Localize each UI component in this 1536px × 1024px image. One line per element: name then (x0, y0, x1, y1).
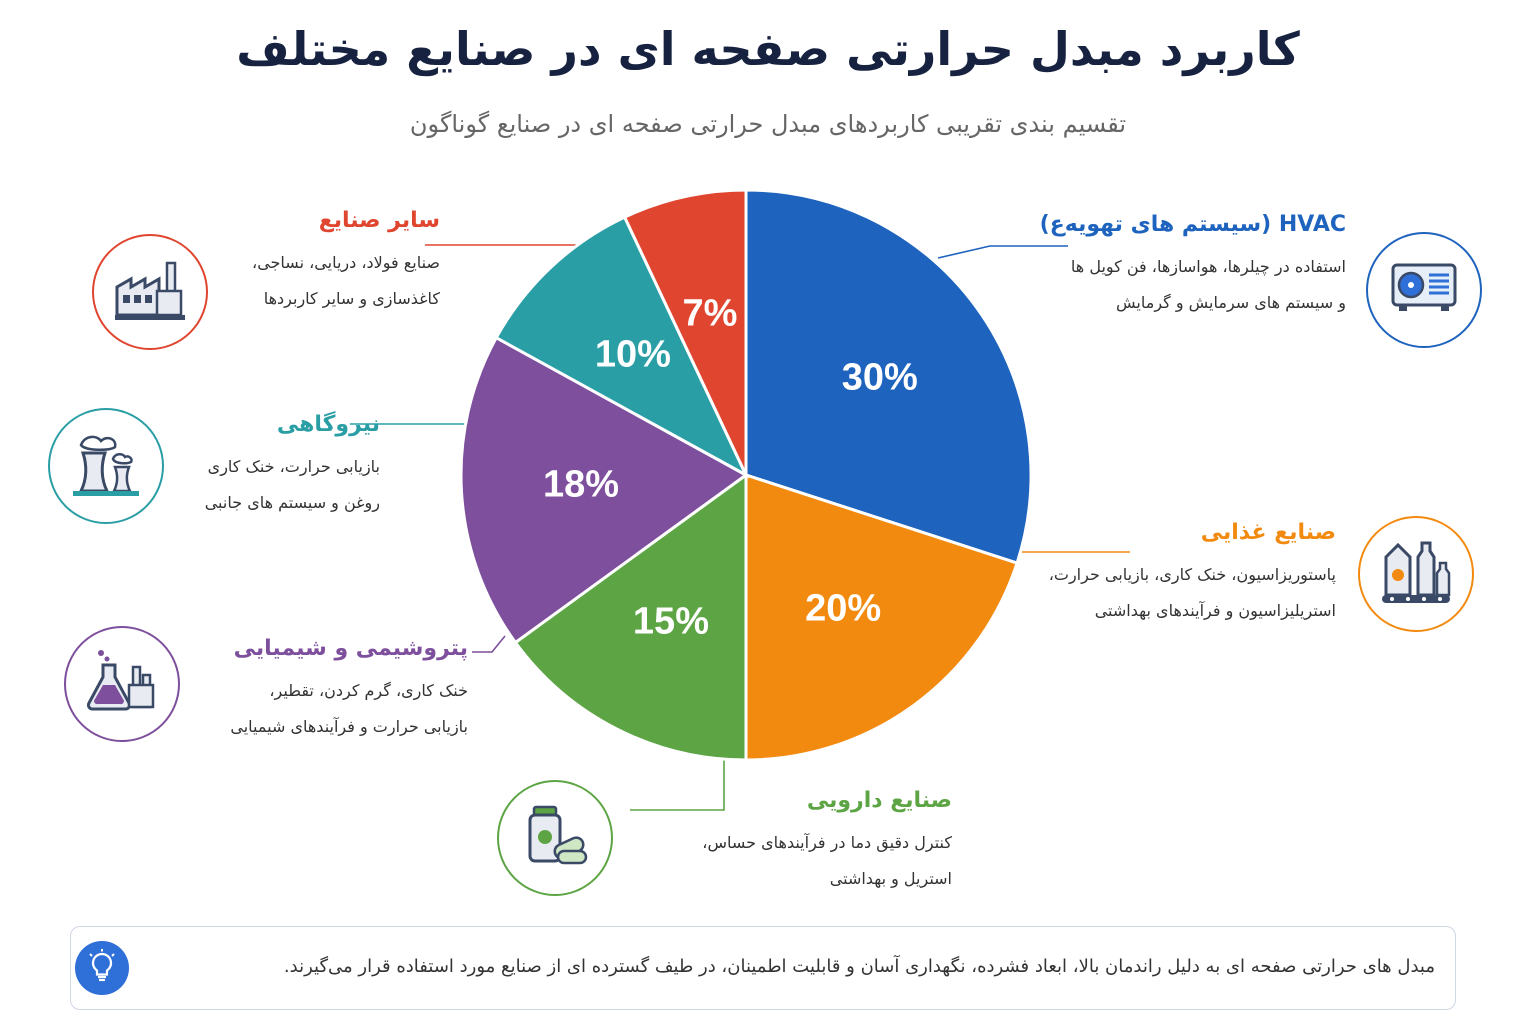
food-label (1049, 520, 1336, 629)
leader-line-petro (472, 636, 505, 652)
petro-icon-circle (64, 626, 180, 742)
power-desc-line2: روغن و سیستم های جانبی (204, 493, 380, 512)
petro-desc-line1: خنک کاری، گرم کردن، تقطیر، (269, 681, 468, 700)
hvac-desc-line1: استفاده در چیلرها، هواسازها، فن کویل ها (1070, 257, 1346, 276)
food-icon-circle (1358, 516, 1474, 632)
power-label (205, 412, 380, 521)
hvac-unit-icon (1389, 253, 1459, 327)
pie-label-hvac: 30% (841, 356, 918, 399)
lightbulb-icon-circle (75, 941, 129, 995)
power-icon-circle (48, 408, 164, 524)
pharma-icon-circle (497, 780, 613, 896)
power-desc-line1: بازیابی حرارت، خنک کاری (207, 457, 380, 476)
pie-label-food: 20% (805, 587, 882, 630)
pie-label-power: 10% (594, 333, 671, 375)
petro-label (230, 636, 468, 745)
pharma-desc-line2: استریل و بهداشتی (829, 869, 952, 888)
hvac-desc-line2: و سیستم های سرمایش و گرمایش (1116, 293, 1346, 312)
pharma-desc-line1: کنترل دقیق دما در فرآیندهای حساس، (702, 833, 952, 852)
other-desc-line2: کاغذسازی و سایر کاربردها (263, 289, 440, 308)
cooling-tower-icon (69, 429, 143, 503)
page-subtitle: تقسیم بندی تقریبی کاربردهای مبدل حرارتی صفحه ای در صنایع گوناگون (409, 110, 1127, 138)
petro-title: پتروشیمی و شیمیایی (233, 636, 468, 661)
pie-label-petro: 18% (542, 463, 620, 506)
other-label (252, 208, 440, 317)
other-icon-circle (92, 234, 208, 350)
factory-icon (113, 255, 187, 329)
other-title: سایر صنایع (318, 208, 440, 233)
pharma-label (702, 788, 952, 897)
petro-desc-line2: بازیابی حرارت و فرآیندهای شیمیایی (230, 717, 468, 736)
info-note (70, 926, 1456, 1010)
food-title: صنایع غذایی (1200, 520, 1336, 545)
pharma-title: صنایع دارویی (806, 788, 952, 813)
hvac-title: HVAC (سیستم های تهویه‌ع) (1039, 212, 1346, 237)
food-products-icon (1378, 537, 1454, 611)
food-desc-line2: استریلیزاسیون و فرآیندهای بهداشتی (1094, 601, 1336, 620)
hvac-icon-circle (1366, 232, 1482, 348)
info-note-text: مبدل های حرارتی صفحه ای به دلیل راندمان بالا، ابعاد فشرده، نگهداری آسان و قابلیت اطمینان، در طیف گسترده ای از صنایع مورد استفاده قرار می‌گیرند. (283, 956, 1435, 977)
lightbulb-icon (85, 949, 119, 987)
other-desc-line1: صنایع فولاد، دریایی، نساجی، (252, 253, 440, 272)
power-title: نیروگاهی (276, 412, 380, 437)
medicine-bottle-icon (520, 801, 590, 875)
pie-label-other: 7% (682, 292, 738, 335)
pie-label-pharma: 15% (632, 600, 709, 643)
hvac-label (1040, 212, 1346, 321)
chemical-flask-icon (87, 647, 157, 721)
food-desc-line1: پاستوریزاسیون، خنک کاری، بازیابی حرارت، (1048, 565, 1336, 584)
page-title: کاربرد مبدل حرارتی صفحه ای در صنایع مختلف (236, 22, 1300, 76)
